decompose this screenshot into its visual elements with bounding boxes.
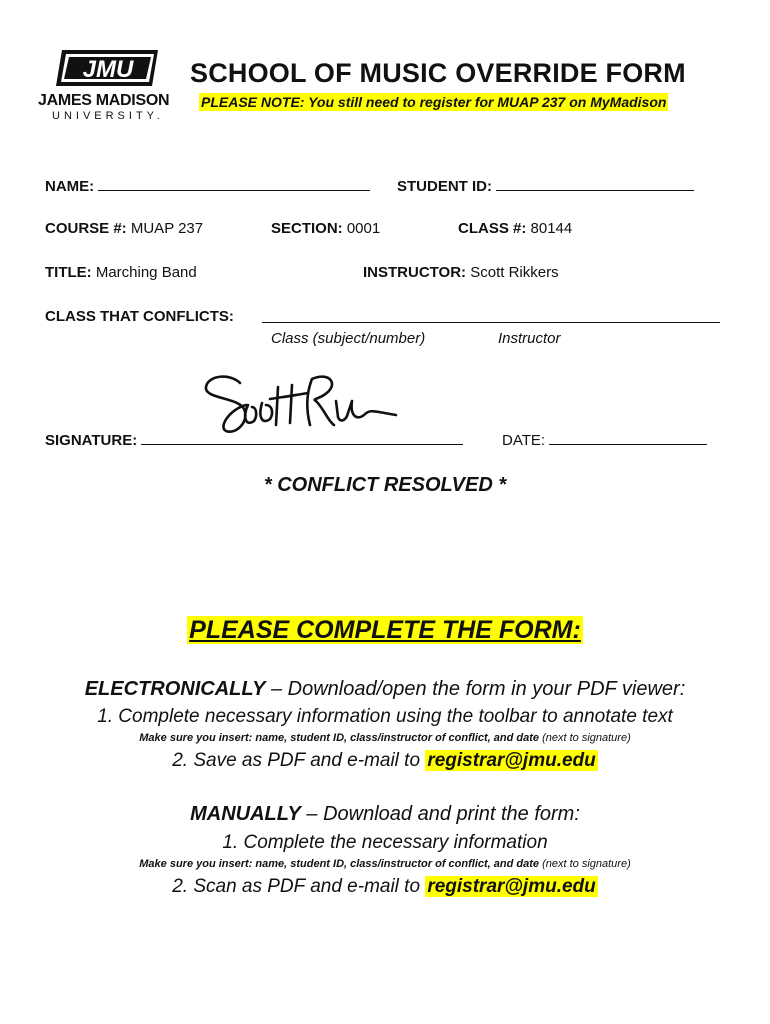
conflict-caption-instructor: Instructor: [498, 330, 561, 347]
name-field[interactable]: [98, 176, 370, 191]
complete-form-heading: [0, 616, 770, 645]
electronic-step-2-text: 2. Save as PDF and e-mail to: [172, 750, 426, 771]
student-id-row: [397, 176, 694, 195]
electronic-heading: [0, 678, 770, 701]
course-label: COURSE #:: [45, 220, 127, 237]
electronic-note-text: Make sure you insert: name, student ID, class/instructor of conflict, and date: [139, 732, 540, 744]
title-value: Marching Band: [95, 264, 197, 281]
manual-note-text: Make sure you insert: name, student ID, class/instructor of conflict, and date: [139, 858, 540, 870]
section-row: [271, 220, 380, 237]
manual-heading: [0, 803, 770, 826]
class-row: [458, 220, 572, 237]
signature-label: SIGNATURE:: [45, 432, 138, 449]
conflict-row: [45, 308, 234, 325]
manual-step-2-text: 2. Scan as PDF and e-mail to: [172, 876, 426, 897]
manual-rest: – Download and print the form:: [300, 803, 580, 825]
register-note: PLEASE NOTE: You still need to register for MUAP 237 on MyMadison: [201, 94, 667, 110]
electronic-note: [0, 732, 770, 744]
course-row: [45, 220, 203, 237]
electronic-rest: – Download/open the form in your PDF viewer:: [265, 678, 686, 700]
date-label: DATE:: [502, 432, 546, 449]
manual-note: [0, 858, 770, 870]
electronic-step-2: [0, 750, 770, 772]
manual-title: MANUALLY: [190, 803, 301, 825]
section-label: SECTION:: [271, 220, 343, 237]
logo-name: JAMES MADISON: [38, 92, 170, 109]
name-label: NAME:: [45, 178, 95, 195]
manual-step-2: [0, 876, 770, 898]
signature-row: [45, 430, 463, 449]
signature-field[interactable]: [141, 430, 463, 445]
logo-university: UNIVERSITY.: [52, 110, 164, 122]
manual-step-1: 1. Complete the necessary information: [222, 832, 548, 853]
conflict-resolved-text: * CONFLICT RESOLVED *: [263, 474, 507, 496]
instructor-value: Scott Rikkers: [470, 264, 559, 281]
registrar-email-link[interactable]: registrar@jmu.edu: [427, 750, 596, 771]
registrar-email-link-2[interactable]: registrar@jmu.edu: [427, 876, 596, 897]
title-label: TITLE:: [45, 264, 92, 281]
complete-form-heading-text: PLEASE COMPLETE THE FORM:: [189, 616, 581, 644]
page-title: SCHOOL OF MUSIC OVERRIDE FORM: [190, 58, 686, 88]
class-value: 80144: [530, 220, 573, 237]
name-row: [45, 176, 370, 195]
student-id-label: STUDENT ID:: [397, 178, 492, 195]
jmu-logo-icon: [54, 48, 160, 88]
class-label: CLASS #:: [458, 220, 527, 237]
conflict-label: CLASS THAT CONFLICTS:: [45, 308, 234, 325]
electronic-title: ELECTRONICALLY: [84, 678, 266, 700]
instructor-label: INSTRUCTOR:: [363, 264, 467, 281]
conflict-caption-class: Class (subject/number): [271, 330, 426, 347]
manual-note-suffix: (next to signature): [539, 858, 631, 870]
section-value: 0001: [346, 220, 381, 237]
electronic-note-suffix: (next to signature): [539, 732, 631, 744]
electronic-step-1: 1. Complete necessary information using the toolbar to annotate text: [97, 706, 673, 727]
instructor-row: [363, 264, 559, 281]
date-row: [502, 430, 707, 449]
conflict-field[interactable]: [262, 308, 720, 323]
student-id-field[interactable]: [496, 176, 694, 191]
title-row: [45, 264, 197, 281]
date-field[interactable]: [549, 430, 707, 445]
logo-mark: JMU: [82, 56, 134, 83]
course-value: MUAP 237: [130, 220, 204, 237]
